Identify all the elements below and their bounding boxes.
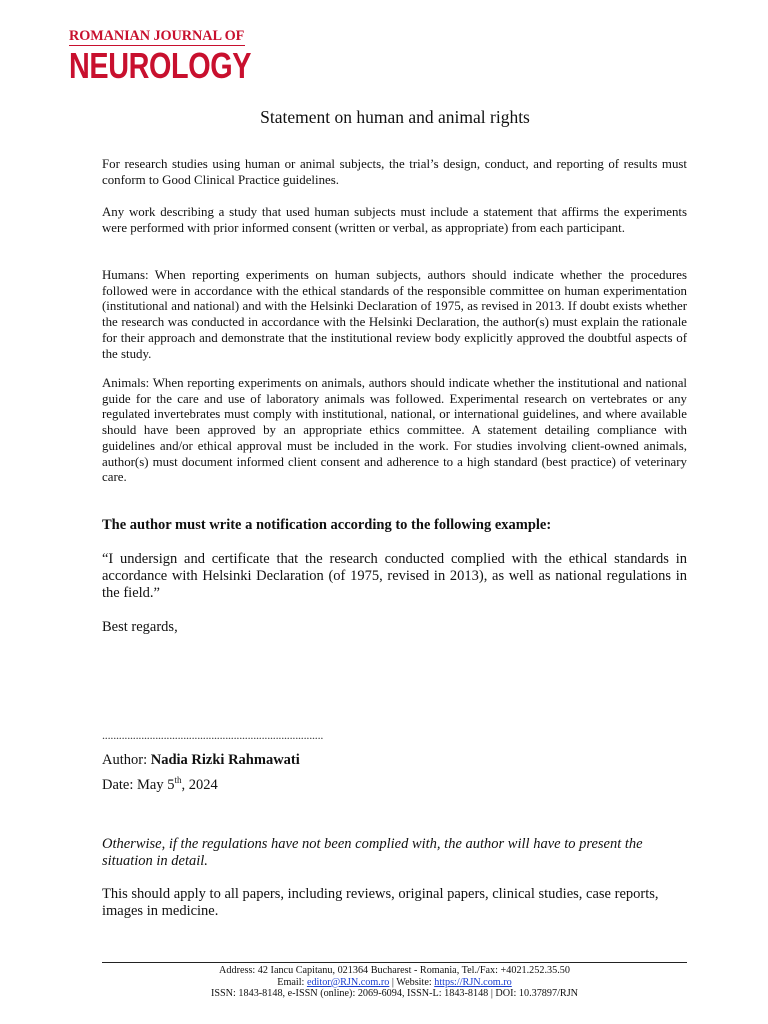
logo-journal-name: NEUROLOGY bbox=[69, 45, 252, 86]
paragraph-animals: Animals: When reporting experiments on animals, authors should indicate whether the institutional and national guide for the care and use of laboratory animals was followed. Experimental research on vertebrates or any regulated invertebrates must comply with institutional, national, or international guidelines, and where available should have been approved by an appropriate ethics committee. A statement detailing compliance with guidelines and/or ethical approval must be included in the work. For studies involving client-owned animals, author(s) must document informed client consent and adherence to a high standard (best practice) of veterinary care. bbox=[102, 376, 687, 485]
email-label: Email: bbox=[277, 976, 307, 988]
website-link[interactable]: https://RJN.com.ro bbox=[434, 976, 512, 988]
logo-journal-prefix: ROMANIAN JOURNAL OF bbox=[69, 28, 245, 44]
date-line bbox=[102, 777, 687, 794]
author-label: Author: bbox=[102, 752, 151, 768]
page-title: Statement on human and animal rights bbox=[260, 107, 530, 127]
email-link[interactable]: editor@RJN.com.ro bbox=[306, 976, 390, 988]
date-superscript: th bbox=[174, 775, 182, 786]
footer-contact bbox=[102, 977, 687, 989]
paragraph-consent: Any work describing a study that used human subjects must include a statement that affirms the experiments were performed with prior informed consent (written or verbal, as appropriate) from each participant. bbox=[102, 205, 687, 235]
signature-line: ............................................................................... bbox=[102, 728, 324, 742]
notification-heading: The author must write a notification according to the following example: bbox=[102, 517, 552, 533]
otherwise-note: Otherwise, if the regulations have not been complied with, the author will have to present the situation in detail. bbox=[102, 836, 643, 869]
paragraph-humans: Humans: When reporting experiments on human subjects, authors should indicate whether the procedures followed were in accordance with the ethical standards of the responsible committee on human experimentation (institutional and national) and with the Helsinki Declaration of 1975, as revised in 2013. If doubt exists whether the research was conducted in accordance with the Helsinki Declaration, the author(s) must explain the rationale for their approach and demonstrate that the institutional review body explicitly approved the doubtful aspects of the study. bbox=[102, 268, 687, 361]
footer-address: Address: 42 Iancu Capitanu, 021364 Bucharest - Romania, Tel./Fax: +4021.252.35.50 bbox=[219, 965, 570, 976]
apply-note: This should apply to all papers, including reviews, original papers, clinical studies, case reports, images in medicine. bbox=[102, 886, 659, 919]
journal-logo bbox=[69, 28, 252, 86]
date-year: , 2024 bbox=[181, 777, 218, 793]
notification-quote: “I undersign and certificate that the research conducted complied with the ethical standards in accordance with Helsinki Declaration (of 1975, revised in 2013), as well as national regulations in the field.” bbox=[102, 551, 687, 601]
footer-issn: ISSN: 1843-8148, e-ISSN (online): 2069-6094, ISSN-L: 1843-8148 | DOI: 10.37897/RJN bbox=[210, 988, 579, 1000]
website-label: | Website: bbox=[389, 976, 435, 988]
author-name: Nadia Rizki Rahmawati bbox=[150, 752, 300, 768]
date-label: Date: May 5 bbox=[102, 777, 175, 793]
author-line bbox=[102, 752, 687, 769]
closing-text: Best regards, bbox=[102, 619, 178, 635]
footer-divider bbox=[102, 962, 687, 963]
footer bbox=[102, 965, 687, 1000]
paragraph-gcp: For research studies using human or animal subjects, the trial’s design, conduct, and reporting of results must conform to Good Clinical Practice guidelines. bbox=[102, 157, 687, 187]
